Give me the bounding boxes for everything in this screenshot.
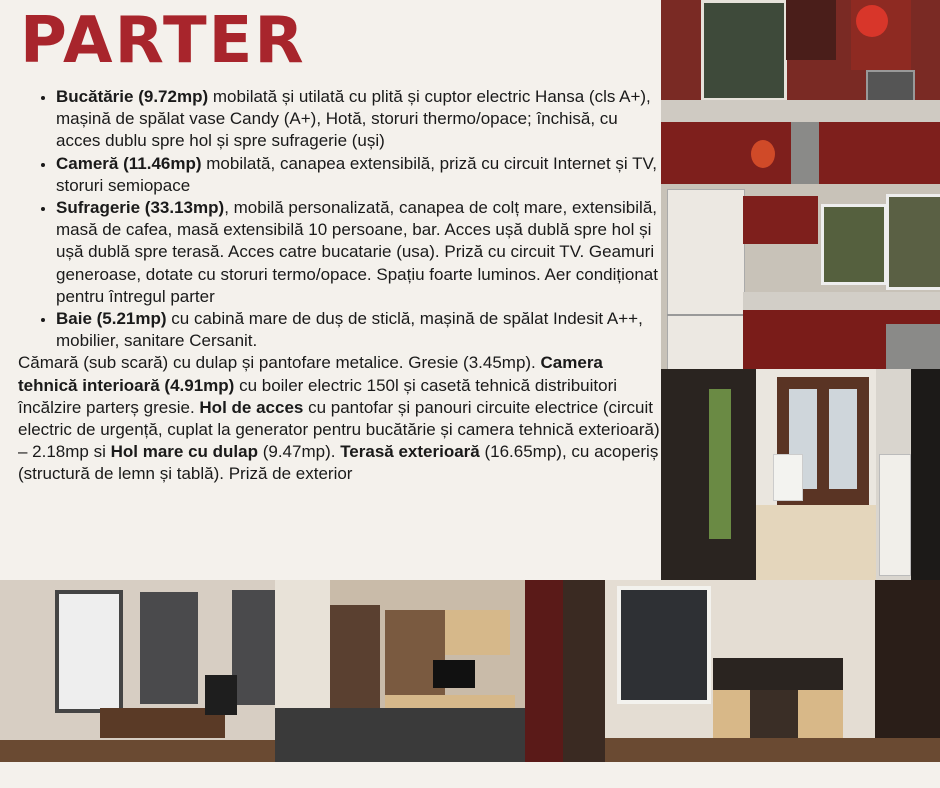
room-desc: cu cabină mare de duș de sticlă, mașină de spălat Indesit A++, mobilier, sanitare Cersanit. <box>56 309 643 351</box>
hol-acces-name: Hol de acces <box>199 397 304 417</box>
room-desc: mobilată, canapea extensibilă, priză cu circuit Internet și TV, storuri semiopace <box>56 153 657 195</box>
living-room-photo <box>275 580 605 762</box>
list-item <box>56 197 663 308</box>
kitchen-fridge-photo <box>661 184 940 369</box>
list-item <box>56 86 663 153</box>
camara-desc: (sub scară) cu dulap și pantofare metalice. Gresie (3.45mp). <box>78 353 541 373</box>
page-title: PARTER <box>20 4 306 78</box>
room-name: Baie (5.21mp) <box>56 309 167 329</box>
hol-mare-desc: (9.47mp). <box>257 442 341 462</box>
terasa-name: Terasă exterioară <box>340 442 480 462</box>
room-name: Bucătărie (9.72mp) <box>56 87 209 106</box>
extra-paragraph <box>18 352 663 485</box>
room-name: Sufragerie (33.13mp) <box>56 198 225 218</box>
tehnica-name: Camera tehnică interioară (4.91mp) <box>18 353 603 395</box>
tehnica-desc: cu boiler electric 150l și casetă tehnică distribuitori încălzire parterș gresie. <box>18 375 618 417</box>
description-block <box>18 86 663 486</box>
list-item <box>56 308 663 352</box>
kitchen-photo <box>661 0 940 184</box>
terasa-desc: (16.65mp), cu acoperiș (structură de lemn și tablă). Priză de exterior <box>18 442 659 484</box>
room-table-photo <box>0 580 275 762</box>
camara-name: Cămară <box>18 353 79 373</box>
list-item <box>56 153 663 197</box>
room-list <box>18 86 663 352</box>
hol-acces-desc: cu pantofar și panouri circuite electrice (circuit electric de urgență, cuplat la generator pentru bucătărie și camera tehnică exterioară) – 2.18mp si <box>18 397 660 462</box>
room-desc: mobilată și utilată cu plită și cuptor electric Hansa (cls A+), mașină de spălat vase Candy (A+), Hotă, storuri thermo/opace; închisă, cu acces dublu spre hol și spre sufragerie (uși) <box>56 87 651 151</box>
sideboard-photo <box>605 580 940 762</box>
hol-mare-name: Hol mare cu dulap <box>110 442 258 462</box>
hallway-photo <box>661 369 940 580</box>
room-name: Cameră (11.46mp) <box>56 153 202 173</box>
room-desc: , mobilă personalizată, canapea de colț mare, extensibilă, masă de cafea, masă extensibilă 10 persoane, bar. Acces ușă dublă spre hol și ușă dublă spre terasă. Acces catre bucatarie (usa). Priză cu circuit TV. Geamuri generoase, dotate cu storuri termo/opace. Spațiu foarte luminos. Aer condiționat pentru întregul parter <box>56 198 658 306</box>
